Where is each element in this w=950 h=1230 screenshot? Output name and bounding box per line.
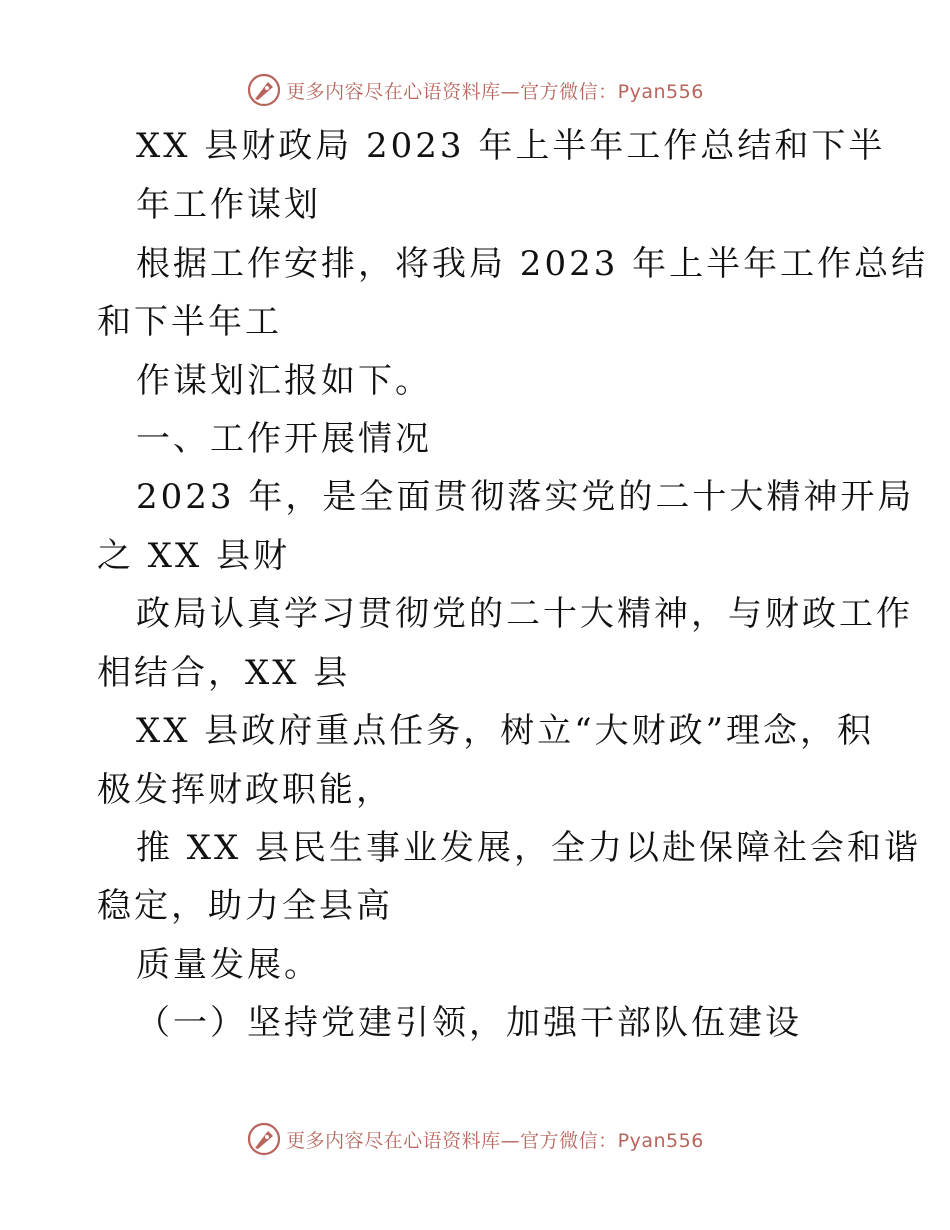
watermark-text: 更多内容尽在心语资料库—官方微信：Pyan556 <box>286 1129 704 1152</box>
title-line-1: XX 县财政局 2023 年上半年工作总结和下半 <box>136 126 886 166</box>
paragraph-line: 相结合，XX 县 <box>97 653 351 693</box>
paragraph-line: 作谋划汇报如下。 <box>136 361 432 401</box>
paragraph-line: 极发挥财政职能， <box>97 770 393 810</box>
title-line-2: 年工作谋划 <box>136 185 321 225</box>
subsection-heading: （一）坚持党建引领，加强干部队伍建设 <box>136 1003 802 1043</box>
paragraph-line: 政局认真学习贯彻党的二十大精神，与财政工作 <box>136 594 913 634</box>
paragraph-line: 稳定，助力全县高 <box>97 886 393 926</box>
paragraph-line: 推 XX 县民生事业发展，全力以赴保障社会和谐 <box>136 828 922 868</box>
paragraph-line: 之 XX 县财 <box>97 536 291 576</box>
footer-watermark <box>0 1119 950 1159</box>
paragraph-line: XX 县政府重点任务，树立“大财政”理念，积 <box>136 711 874 751</box>
pen-nib-logo-icon <box>246 72 282 108</box>
section-heading: 一、工作开展情况 <box>136 419 432 459</box>
paragraph-line: 根据工作安排，将我局 2023 年上半年工作总结 <box>136 244 929 284</box>
watermark-text: 更多内容尽在心语资料库—官方微信：Pyan556 <box>286 80 704 103</box>
paragraph-line: 和下半年工 <box>97 302 282 342</box>
paragraph-line: 质量发展。 <box>136 945 321 985</box>
paragraph-line: 2023 年，是全面贯彻落实党的二十大精神开局 <box>136 477 915 517</box>
pen-nib-logo-icon <box>246 1121 282 1157</box>
header-watermark <box>0 70 950 110</box>
